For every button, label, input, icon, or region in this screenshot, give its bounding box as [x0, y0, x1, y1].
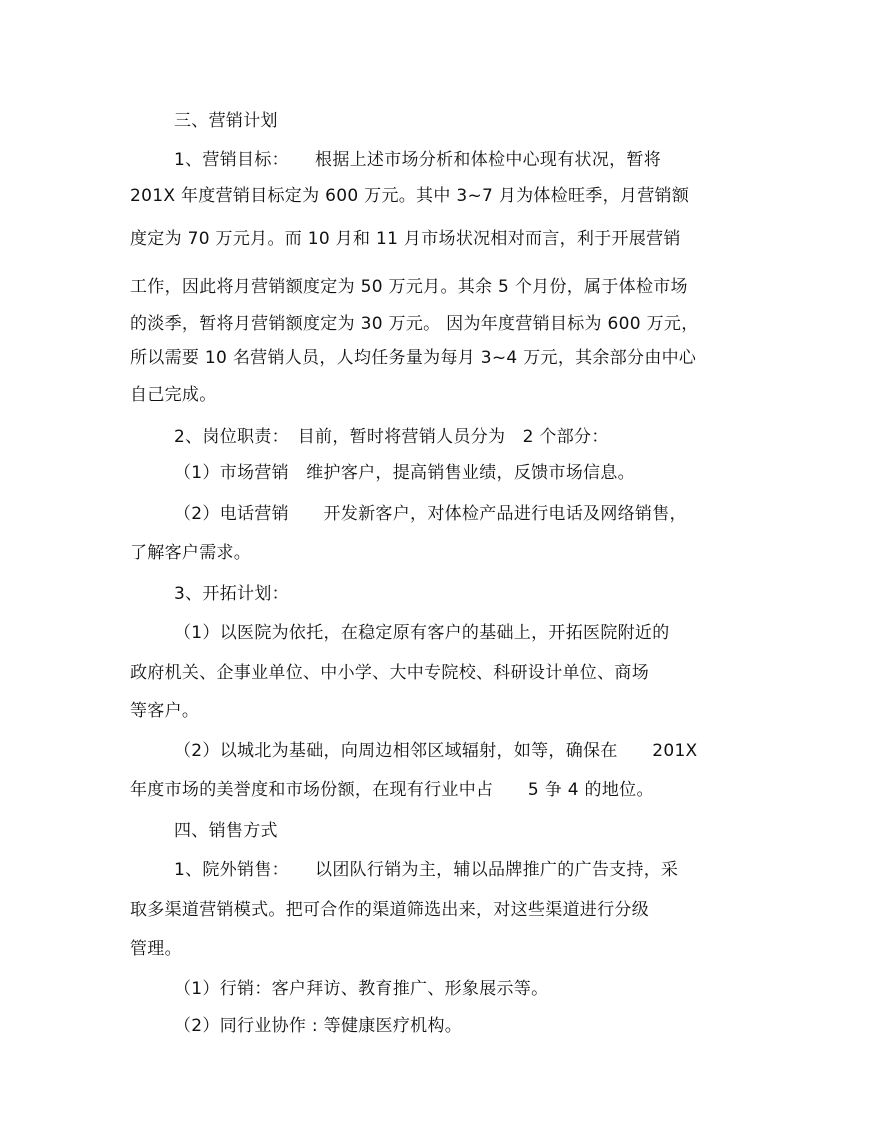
paragraph-line: 工作，因此将月营销额度定为 50 万元月。其余 5 个月份，属于体检市场	[130, 277, 688, 297]
paragraph-line: 1、院外销售： 以团队行销为主，辅以品牌推广的广告支持，采	[174, 860, 679, 880]
paragraph-line: 政府机关、企事业单位、中小学、大中专院校、科研设计单位、商场	[130, 663, 649, 683]
list-item: （2）电话营销 开发新客户，对体检产品进行电话及网络销售，	[174, 504, 687, 524]
paragraph-line: 201X 年度营销目标定为 600 万元。其中 3~7 月为体检旺季，月营销额	[130, 186, 690, 206]
list-item: （1）行销：客户拜访、教育推广、形象展示等。	[174, 979, 549, 999]
list-item: （1）以医院为依托，在稳定原有客户的基础上，开拓医院附近的	[174, 623, 670, 643]
paragraph-line: 1、营销目标： 根据上述市场分析和体检中心现有状况，暂将	[174, 150, 662, 170]
list-item: （1）市场营销 维护客户，提高销售业绩，反馈市场信息。	[174, 463, 635, 483]
paragraph-line: 度定为 70 万元月。而 10 月和 11 月市场状况相对而言，利于开展营销	[130, 229, 681, 249]
list-item: （2）同行业协作 : 等健康医疗机构。	[174, 1016, 463, 1036]
paragraph-line: 了解客户需求。	[130, 543, 252, 563]
section-heading-marketing-plan: 三、营销计划	[174, 111, 278, 131]
subheading-expansion-plan: 3、开拓计划：	[174, 584, 289, 604]
paragraph-line: 自己完成。	[130, 385, 217, 405]
paragraph-line: 的淡季，暂将月营销额度定为 30 万元。 因为年度营销目标为 600 万元，	[130, 314, 699, 334]
paragraph-line: 年度市场的美誉度和市场份额，在现有行业中占 5 争 4 的地位。	[130, 780, 654, 800]
list-item: （2）以城北为基础，向周边相邻区域辐射，如等，确保在 201X	[174, 741, 698, 761]
subheading-job-duties: 2、岗位职责： 目前，暂时将营销人员分为 2 个部分：	[174, 427, 609, 447]
section-heading-sales-methods: 四、销售方式	[174, 821, 278, 841]
paragraph-line: 取多渠道营销模式。把可合作的渠道筛选出来，对这些渠道进行分级	[130, 900, 649, 920]
paragraph-line: 等客户。	[130, 701, 200, 721]
paragraph-line: 所以需要 10 名营销人员，人均任务量为每月 3~4 万元，其余部分由中心	[130, 348, 697, 368]
paragraph-line: 管理。	[130, 939, 182, 959]
